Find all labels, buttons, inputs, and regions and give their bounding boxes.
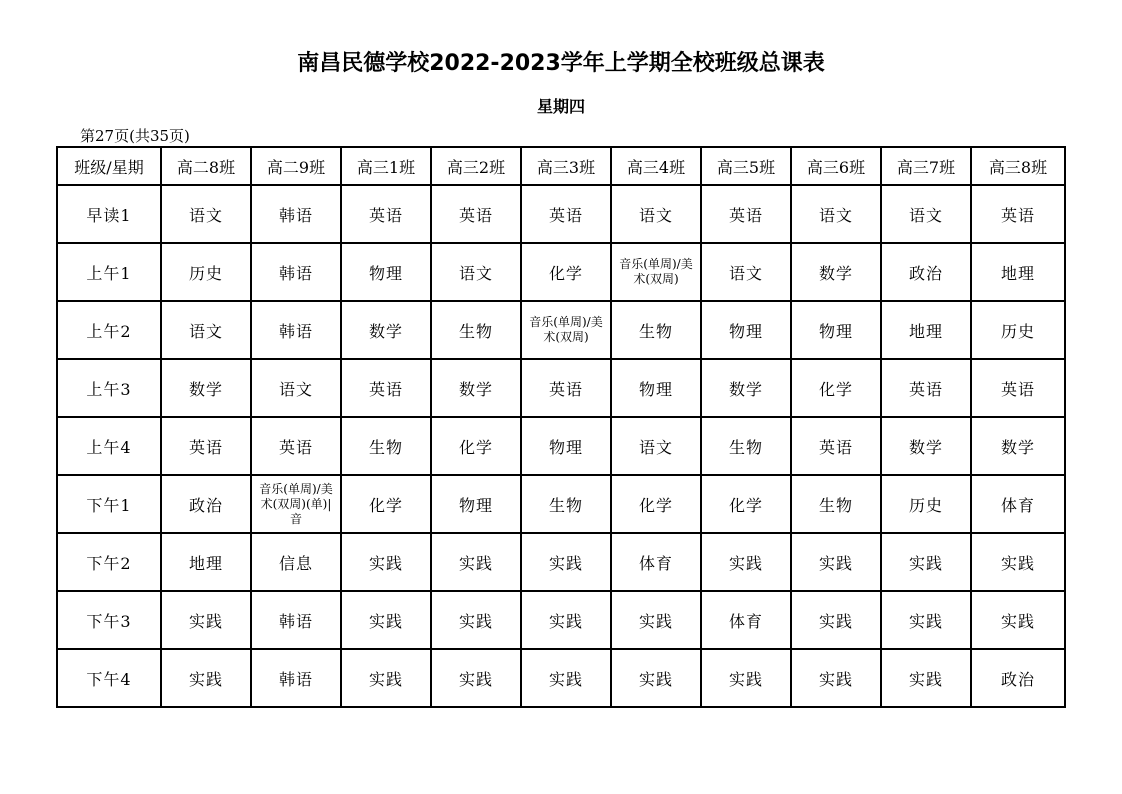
subject-cell: 化学: [791, 359, 881, 417]
subject-cell: 语文: [881, 185, 971, 243]
subject-cell: 英语: [251, 417, 341, 475]
subject-cell: 英语: [701, 185, 791, 243]
header-class: 高三6班: [791, 147, 881, 185]
subject-cell: 实践: [701, 533, 791, 591]
subject-cell: 生物: [341, 417, 431, 475]
timetable: [56, 146, 1066, 708]
timetable-body: [57, 185, 1065, 707]
period-label: 上午2: [57, 301, 161, 359]
subject-cell: [251, 475, 341, 533]
subject-cell: 化学: [611, 475, 701, 533]
subject-cell: 语文: [251, 359, 341, 417]
header-class-day: 班级/星期: [57, 147, 161, 185]
page-title: 南昌民德学校2022-2023学年上学期全校班级总课表: [297, 51, 825, 76]
subject-cell: 语文: [611, 417, 701, 475]
day-subtitle: 星期四: [536, 97, 585, 116]
subject-cell: [521, 301, 611, 359]
subject-cell: 地理: [161, 533, 251, 591]
period-label: 上午4: [57, 417, 161, 475]
subject-cell: 生物: [431, 301, 521, 359]
subject-text: 音乐(单周)/美术(双周): [529, 315, 603, 344]
subject-cell: 政治: [161, 475, 251, 533]
subject-cell: 英语: [341, 185, 431, 243]
subject-cell: 语文: [431, 243, 521, 301]
subject-cell: 实践: [521, 591, 611, 649]
subject-cell: 语文: [161, 301, 251, 359]
subject-cell: 实践: [971, 533, 1065, 591]
subject-cell: 韩语: [251, 185, 341, 243]
subject-cell: 物理: [701, 301, 791, 359]
subject-cell: 实践: [611, 591, 701, 649]
subject-cell: 英语: [881, 359, 971, 417]
period-label: 上午3: [57, 359, 161, 417]
header-class: 高三5班: [701, 147, 791, 185]
subject-cell: 数学: [881, 417, 971, 475]
subject-text: 音乐(单周)/美术(双周)(单)|音: [259, 481, 333, 526]
header-class: 高三7班: [881, 147, 971, 185]
timetable-header-row: [57, 147, 1065, 185]
subject-cell: 英语: [341, 359, 431, 417]
subject-cell: 生物: [521, 475, 611, 533]
subject-cell: 英语: [971, 185, 1065, 243]
subject-cell: 英语: [521, 185, 611, 243]
subject-cell: 实践: [341, 591, 431, 649]
table-row: [57, 301, 1065, 359]
subject-cell: 生物: [701, 417, 791, 475]
subject-cell: 实践: [431, 533, 521, 591]
subject-cell: 实践: [971, 591, 1065, 649]
subject-cell: 英语: [521, 359, 611, 417]
subject-cell: 数学: [701, 359, 791, 417]
subject-cell: 体育: [611, 533, 701, 591]
subject-cell: [611, 243, 701, 301]
period-label: 上午1: [57, 243, 161, 301]
subject-cell: 数学: [341, 301, 431, 359]
subject-cell: 地理: [971, 243, 1065, 301]
subject-cell: 实践: [881, 591, 971, 649]
subject-cell: 物理: [611, 359, 701, 417]
subject-cell: 语文: [791, 185, 881, 243]
period-label: 下午4: [57, 649, 161, 707]
subject-cell: 英语: [971, 359, 1065, 417]
subject-cell: 实践: [341, 649, 431, 707]
table-row: [57, 591, 1065, 649]
subject-cell: 生物: [791, 475, 881, 533]
subject-cell: 化学: [431, 417, 521, 475]
subject-cell: 实践: [521, 649, 611, 707]
subject-cell: 生物: [611, 301, 701, 359]
header-class: 高二9班: [251, 147, 341, 185]
subject-cell: 实践: [161, 649, 251, 707]
table-row: [57, 533, 1065, 591]
table-row: [57, 243, 1065, 301]
subject-cell: 化学: [341, 475, 431, 533]
header-class: 高三3班: [521, 147, 611, 185]
subject-cell: 实践: [881, 649, 971, 707]
subject-cell: 信息: [251, 533, 341, 591]
subject-cell: 历史: [881, 475, 971, 533]
subject-cell: 实践: [791, 649, 881, 707]
subject-cell: 体育: [971, 475, 1065, 533]
subject-cell: 物理: [791, 301, 881, 359]
header-class: 高三8班: [971, 147, 1065, 185]
subject-cell: 实践: [161, 591, 251, 649]
subject-cell: 语文: [161, 185, 251, 243]
table-row: [57, 649, 1065, 707]
subject-cell: 实践: [701, 649, 791, 707]
subject-cell: 数学: [791, 243, 881, 301]
subject-cell: 历史: [161, 243, 251, 301]
period-label: 早读1: [57, 185, 161, 243]
period-label: 下午3: [57, 591, 161, 649]
period-label: 下午2: [57, 533, 161, 591]
header-class: 高三4班: [611, 147, 701, 185]
header-class: 高三1班: [341, 147, 431, 185]
subject-cell: 韩语: [251, 301, 341, 359]
table-row: [57, 185, 1065, 243]
subject-cell: 数学: [971, 417, 1065, 475]
table-row: [57, 359, 1065, 417]
subject-cell: 政治: [971, 649, 1065, 707]
subject-cell: 物理: [431, 475, 521, 533]
subject-cell: 实践: [881, 533, 971, 591]
subject-cell: 实践: [791, 591, 881, 649]
subject-cell: 化学: [701, 475, 791, 533]
subject-cell: 实践: [431, 591, 521, 649]
period-label: 下午1: [57, 475, 161, 533]
subject-cell: 地理: [881, 301, 971, 359]
table-row: [57, 475, 1065, 533]
subject-cell: 实践: [341, 533, 431, 591]
table-row: [57, 417, 1065, 475]
subject-cell: 实践: [611, 649, 701, 707]
subject-cell: 物理: [521, 417, 611, 475]
subject-cell: 英语: [161, 417, 251, 475]
subject-cell: 政治: [881, 243, 971, 301]
subject-cell: 英语: [791, 417, 881, 475]
subject-cell: 数学: [431, 359, 521, 417]
subject-cell: 英语: [431, 185, 521, 243]
subject-cell: 历史: [971, 301, 1065, 359]
page-indicator: 第27页(共35页): [80, 127, 190, 145]
subject-cell: 化学: [521, 243, 611, 301]
subject-cell: 实践: [521, 533, 611, 591]
header-class: 高三2班: [431, 147, 521, 185]
subject-cell: 物理: [341, 243, 431, 301]
subject-cell: 体育: [701, 591, 791, 649]
header-class: 高二8班: [161, 147, 251, 185]
subject-text: 音乐(单周)/美术(双周): [619, 257, 693, 286]
subject-cell: 实践: [791, 533, 881, 591]
subject-cell: 韩语: [251, 649, 341, 707]
subject-cell: 语文: [611, 185, 701, 243]
subject-cell: 韩语: [251, 243, 341, 301]
subject-cell: 语文: [701, 243, 791, 301]
subject-cell: 数学: [161, 359, 251, 417]
subject-cell: 实践: [431, 649, 521, 707]
subject-cell: 韩语: [251, 591, 341, 649]
